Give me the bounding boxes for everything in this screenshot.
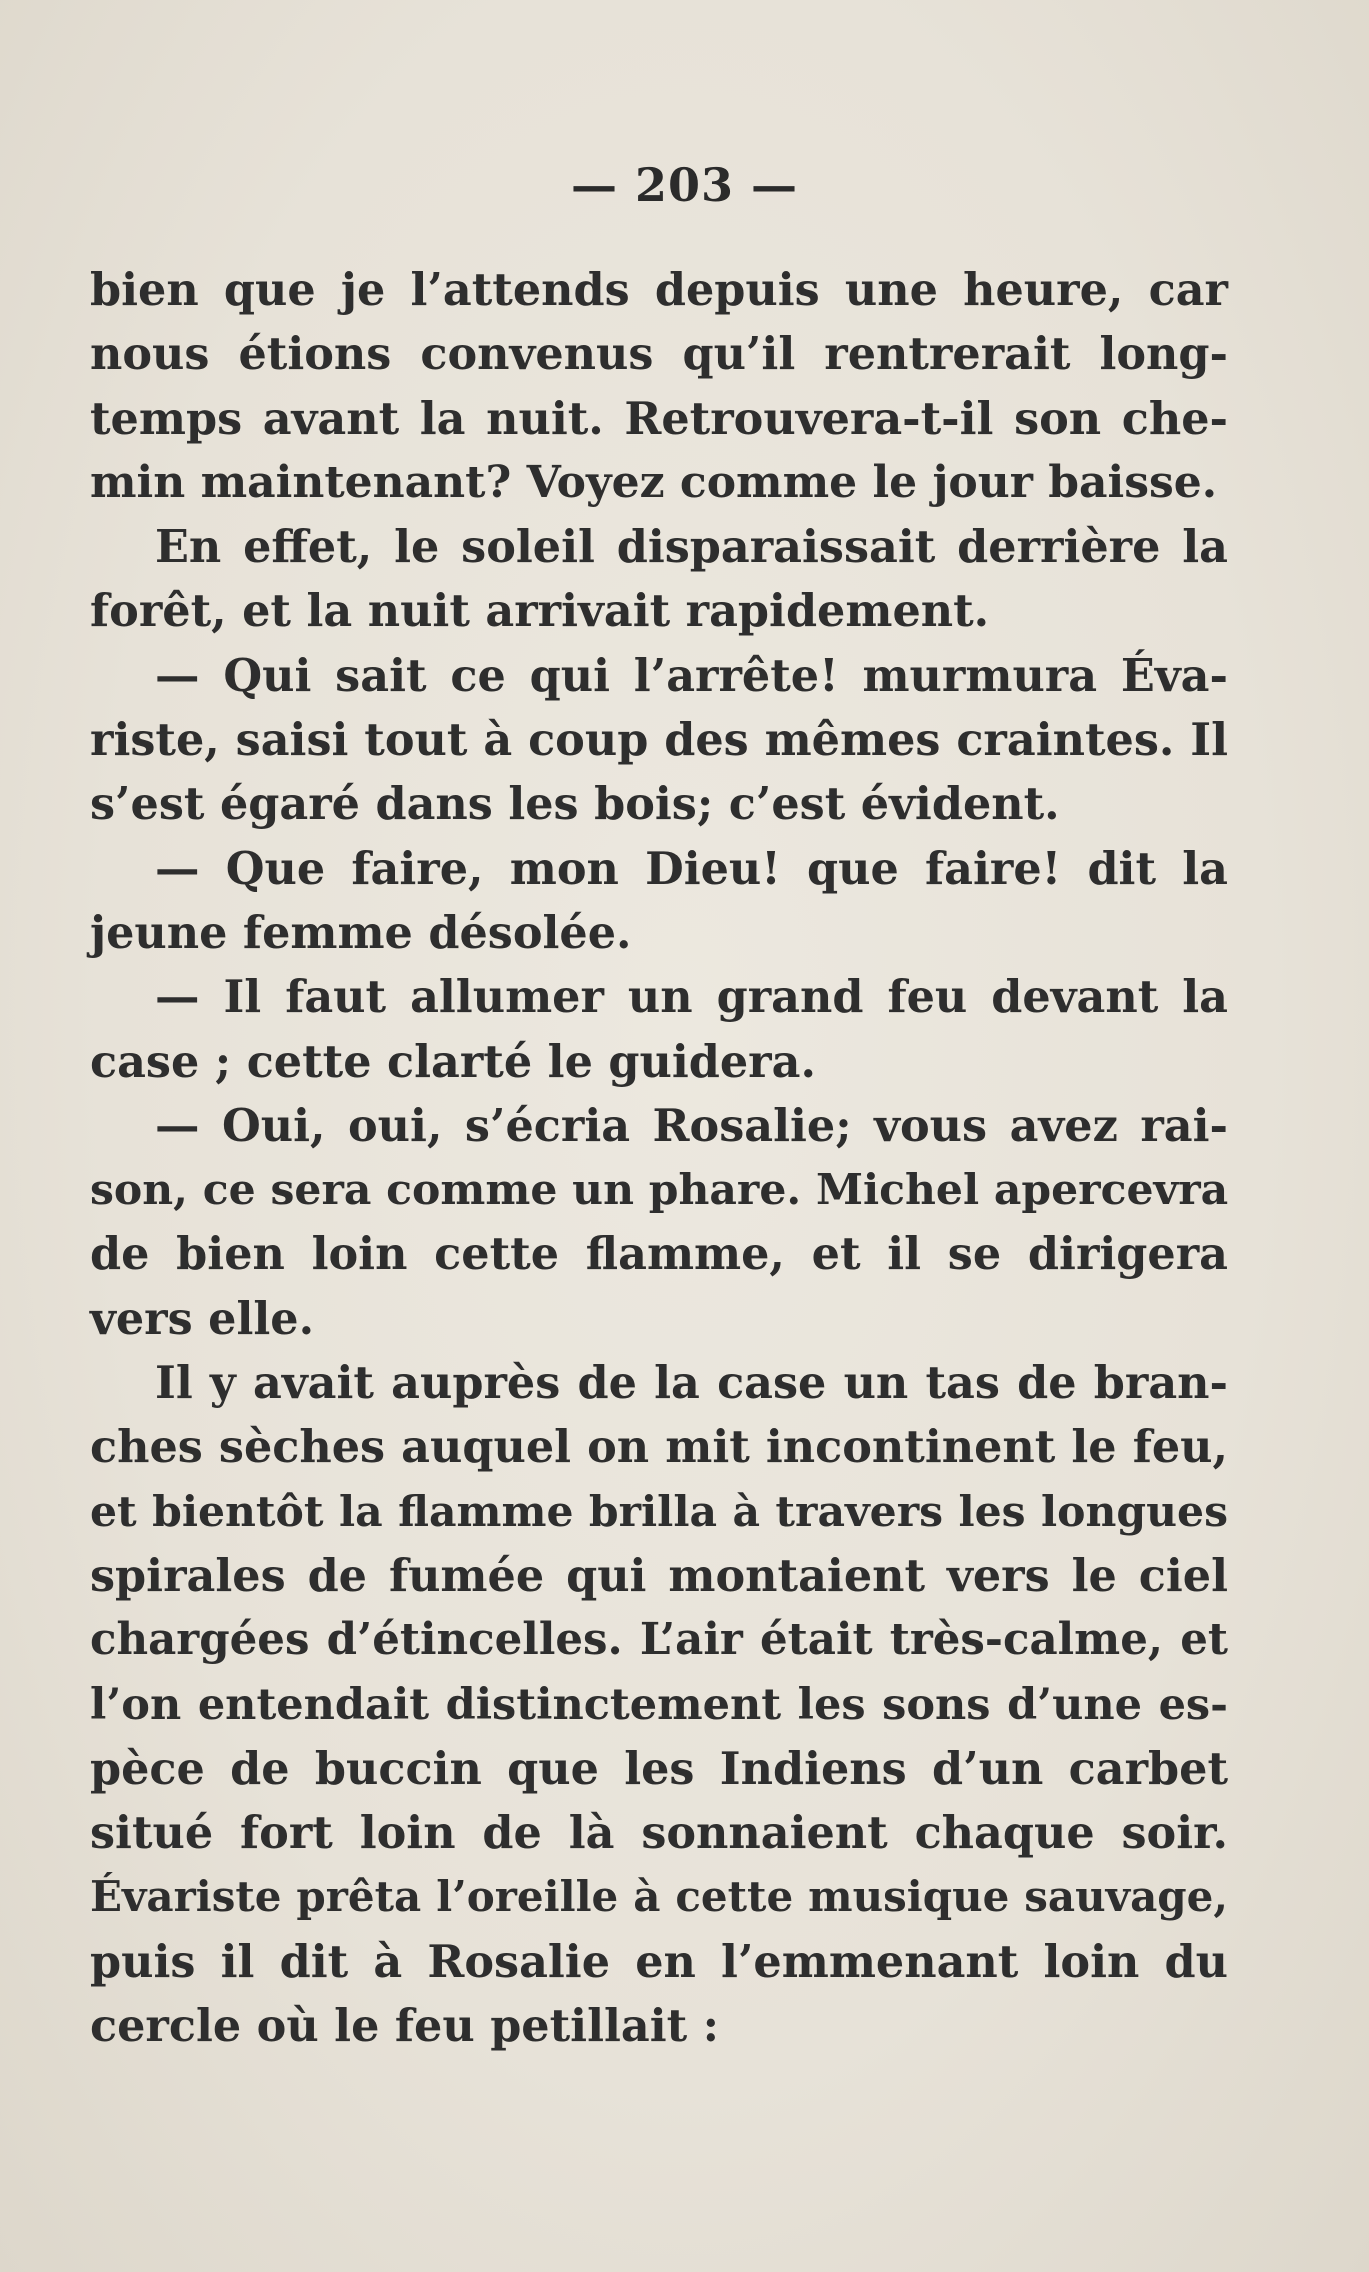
page-number: — 203 — — [570, 158, 799, 212]
text-line: s’est égaré dans les bois; c’est évident. — [90, 778, 1060, 831]
text-line: min maintenant? Voyez comme le jour baisse. — [90, 456, 1218, 508]
text-line: Évariste prêta l’oreille à cette musique sauvage, — [90, 1872, 1228, 1922]
text-line: spirales de fumée qui montaient vers le ciel — [90, 1549, 1228, 1602]
page-body-text — [90, 258, 1228, 2058]
text-line: — Qui sait ce qui l’arrête! murmura Éva- — [155, 649, 1228, 702]
text-line: Il y avait auprès de la case un tas de bran- — [155, 1357, 1228, 1410]
text-line: situé fort loin de là sonnaient chaque soir. — [90, 1807, 1228, 1860]
text-line: jeune femme désolée. — [90, 906, 632, 959]
text-line: pèce de buccin que les Indiens d’un carbet — [90, 1742, 1228, 1795]
text-line: cercle où le feu petillait : — [90, 2000, 720, 2053]
text-line: — Il faut allumer un grand feu devant la — [155, 971, 1228, 1024]
text-line: temps avant la nuit. Retrouvera-t-il son che- — [90, 392, 1228, 445]
text-line: ches sèches auquel on mit incontinent le feu, — [90, 1421, 1228, 1474]
text-line: puis il dit à Rosalie en l’emmenant loin du — [90, 1935, 1228, 1988]
text-line: son, ce sera comme un phare. Michel apercevra — [90, 1165, 1229, 1216]
text-line: — Que faire, mon Dieu! que faire! dit la — [155, 842, 1228, 895]
text-line: case ; cette clarté le guidera. — [90, 1035, 816, 1088]
text-line: l’on entendait distinctement les sons d’une es- — [90, 1679, 1228, 1730]
text-line: et bientôt la flamme brilla à travers les longues — [90, 1486, 1228, 1537]
text-line: — Oui, oui, s’écria Rosalie; vous avez rai- — [155, 1099, 1228, 1152]
text-line: vers elle. — [90, 1292, 315, 1345]
text-line: forêt, et la nuit arrivait rapidement. — [90, 585, 990, 638]
text-line: riste, saisi tout à coup des mêmes craintes. Il — [90, 714, 1228, 767]
text-line: nous étions convenus qu’il rentrerait long- — [90, 328, 1228, 381]
text-line: En effet, le soleil disparaissait derrière la — [155, 521, 1228, 574]
text-line: chargées d’étincelles. L’air était très-calme, et — [90, 1614, 1228, 1666]
text-line: de bien loin cette flamme, et il se dirigera — [90, 1228, 1228, 1281]
text-line: bien que je l’attends depuis une heure, car — [90, 264, 1228, 316]
